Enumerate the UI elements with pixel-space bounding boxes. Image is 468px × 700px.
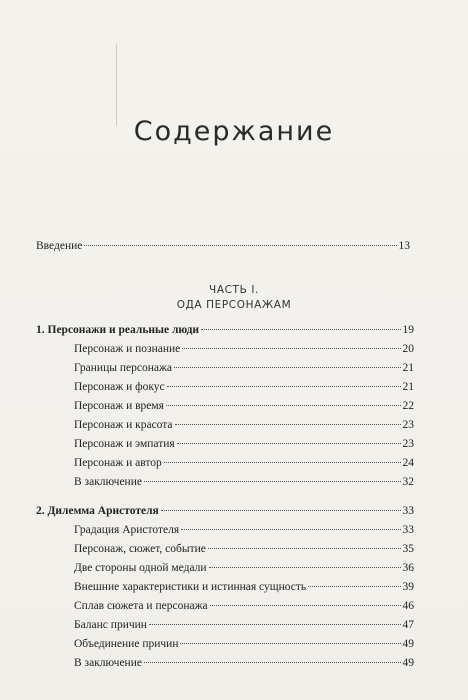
toc-page-number: 23: [402, 419, 414, 431]
toc-item: [74, 655, 414, 671]
part-title: ОДА ПЕРСОНАЖАМ: [176, 299, 292, 311]
toc-page-number: 32: [402, 476, 414, 488]
toc-page-number: 23: [402, 438, 414, 450]
toc-page-number: 39: [402, 581, 414, 593]
dot-leader: [181, 529, 400, 530]
toc-page-number: 21: [402, 381, 414, 393]
toc-entry-intro: [36, 238, 410, 254]
dot-leader: [182, 348, 400, 349]
toc-page-number: 33: [402, 524, 414, 536]
toc-entry-label: Введение: [36, 240, 83, 252]
toc-item: [74, 579, 414, 595]
dot-leader: [209, 567, 401, 568]
toc-item: [74, 541, 414, 557]
toc-item: [74, 636, 414, 652]
toc-item-label: Персонаж и автор: [74, 457, 162, 469]
toc-item-label: Границы персонажа: [74, 362, 173, 374]
dot-leader: [161, 510, 401, 511]
dot-leader: [164, 462, 401, 463]
toc-page-number: 46: [402, 600, 414, 612]
toc-page-number: 47: [402, 619, 414, 631]
toc-item-label: Персонаж и красота: [74, 419, 173, 431]
toc-item-label: Внешние характеристики и истинная сущность: [74, 581, 307, 593]
toc-item-label: Персонаж, сюжет, событие: [74, 543, 206, 555]
toc-chapter-label: 1. Персонажи и реальные люди: [36, 324, 200, 336]
toc-chapter-label: 2. Дилемма Аристотеля: [36, 505, 159, 517]
toc-item: [74, 379, 414, 395]
toc-item-label: Градация Аристотеля: [74, 524, 180, 536]
page-title: Содержание: [133, 116, 335, 147]
dot-leader: [208, 548, 401, 549]
toc-page-number: 19: [402, 324, 414, 336]
dot-leader: [308, 586, 400, 587]
part-number: ЧАСТЬ I.: [209, 284, 259, 296]
dot-leader: [177, 443, 401, 444]
dot-leader: [144, 481, 401, 482]
toc-item-label: Две стороны одной медали: [74, 562, 207, 574]
toc-item-label: Персонаж и эмпатия: [74, 438, 175, 450]
toc-page-number: 49: [402, 657, 414, 669]
dot-leader: [201, 329, 400, 330]
dot-leader: [167, 386, 401, 387]
toc-page-number: 22: [402, 400, 414, 412]
toc-item-label: Персонаж и время: [74, 400, 164, 412]
toc-page-number: 36: [402, 562, 414, 574]
toc-chapter-1: [36, 322, 414, 338]
toc-item-label: Объединение причин: [74, 638, 179, 650]
toc-item-label: В заключение: [74, 657, 142, 669]
toc-page-number: 35: [402, 543, 414, 555]
toc-item: [74, 474, 414, 490]
dot-leader: [175, 424, 401, 425]
dot-leader: [144, 662, 401, 663]
toc-chapter-2: [36, 503, 414, 519]
toc-item: [74, 341, 414, 357]
toc-item-label: Персонаж и фокус: [74, 381, 165, 393]
dot-leader: [180, 643, 400, 644]
toc-item: [74, 417, 414, 433]
toc-item-label: Сплав сюжета и персонажа: [74, 600, 208, 612]
toc-item-label: Баланс причин: [74, 619, 147, 631]
toc-item: [74, 560, 414, 576]
dot-leader: [166, 405, 401, 406]
toc-item: [74, 360, 414, 376]
toc-item: [74, 455, 414, 471]
toc-page-number: 13: [398, 240, 410, 252]
toc-item: [74, 522, 414, 538]
toc-item: [74, 436, 414, 452]
toc-item: [74, 598, 414, 614]
toc-page-number: 21: [402, 362, 414, 374]
toc-item: [74, 617, 414, 633]
toc-page-number: 33: [402, 505, 414, 517]
dot-leader: [210, 605, 401, 606]
toc-item-label: Персонаж и познание: [74, 343, 181, 355]
toc-page-number: 49: [402, 638, 414, 650]
dot-leader: [174, 367, 400, 368]
toc-page-number: 20: [402, 343, 414, 355]
page-crease: [116, 44, 117, 126]
toc-page-number: 24: [402, 457, 414, 469]
dot-leader: [84, 245, 396, 246]
toc-item: [74, 398, 414, 414]
toc-item-label: В заключение: [74, 476, 142, 488]
dot-leader: [149, 624, 401, 625]
